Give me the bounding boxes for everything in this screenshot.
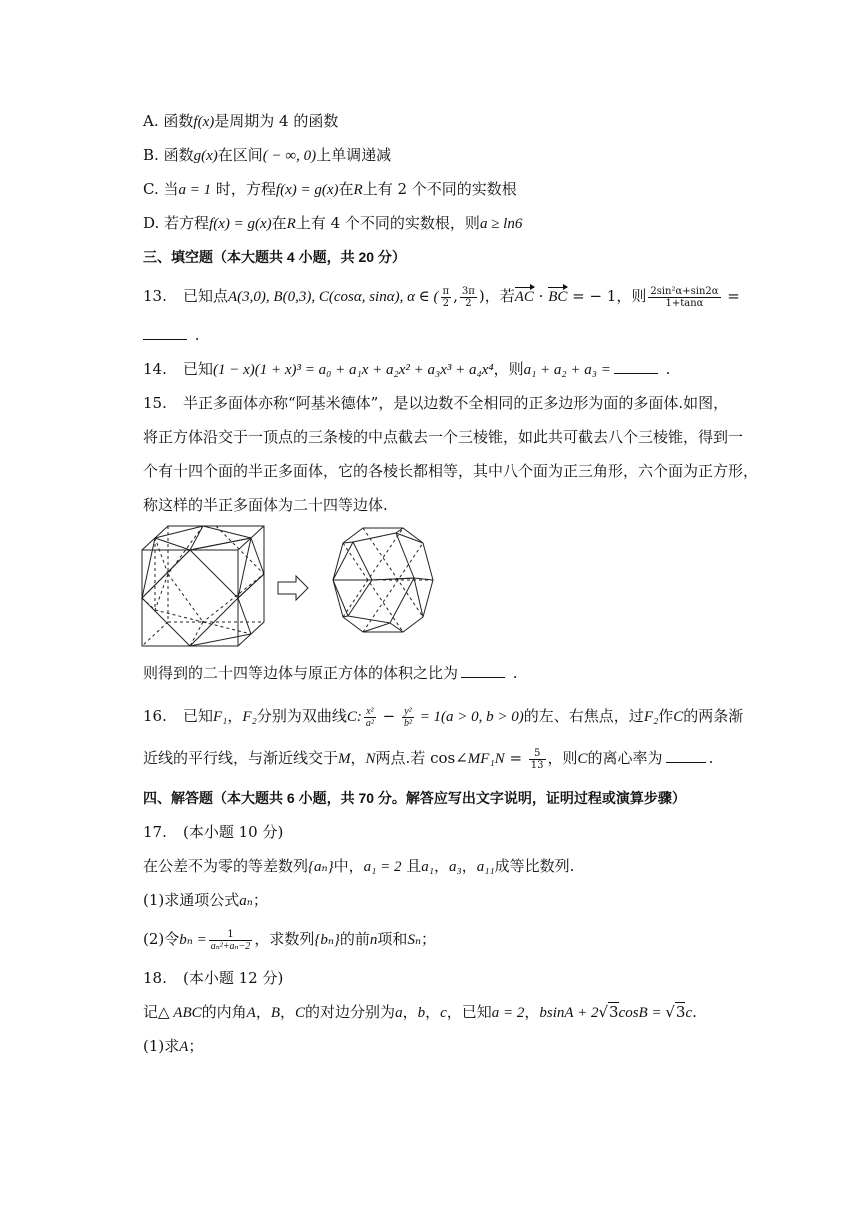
question-17-part-1: (1)求通项公式aₙ； xyxy=(143,891,268,909)
answer-blank[interactable] xyxy=(461,677,505,678)
polyhedron-figure xyxy=(138,520,438,650)
sqrt-sign: √ xyxy=(598,1003,609,1021)
fraction-3pi-over-2: $\frac{3\pi}{2}$ xyxy=(461,285,475,309)
section-heading-solve: 四、解答题（本大题共 6 小题，共 70 分。解答应写出文字说明，证明过程或演算步骤） xyxy=(143,790,686,806)
question-18: 18. (本小题 12 分) xyxy=(143,969,284,987)
cuboctahedron xyxy=(333,528,433,632)
question-14: 14. 已知(1 − x)(1 + x)³ = a₀ + a₁x + a₂x² + a₃x³ + a₄x⁴，则a₁ + a₂ + a₃ = . xyxy=(143,360,671,378)
option-c: C. 当a = 1 时，方程f(x) = g(x)在R上有 2 个不同的实数根 xyxy=(143,180,517,198)
arrow-right-icon xyxy=(278,576,308,600)
fraction-x2-a2: $\frac{\text{x²}}{\text{a²}}$ xyxy=(365,705,374,729)
option-b: B. 函数g(x)在区间( − ∞, 0)上单调递减 xyxy=(143,146,392,164)
section-heading-fill-in: 三、填空题（本大题共 4 小题，共 20 分） xyxy=(143,249,406,265)
question-18-part-1: (1)求A； xyxy=(143,1037,204,1055)
question-15-line-4: 称这样的半正多面体为二十四等边体. xyxy=(143,496,388,514)
question-17-stem: 在公差不为零的等差数列{aₙ}中，a₁ = 2 且a₁，a₃，a₁₁成等比数列. xyxy=(143,857,575,875)
fraction-bn: $\frac{1}{\text{aₙ²+aₙ−2}}$ xyxy=(210,928,251,952)
question-15-line-3: 个有十四个面的半正多面体，它的各棱长都相等，其中八个面为正三角形，六个面为正方形， xyxy=(143,462,759,480)
question-16: 16. 已知F₁，F₂分别为双曲线C: $\frac{\text{x²}}{\text{a²}}$ − $\frac{\text{y²}}{\text{b²}}$ = 1(a > 0, b > 0)的左、右焦点，过F₂作C的两条渐 xyxy=(143,705,744,729)
question-17: 17. (本小题 10 分) xyxy=(143,823,284,841)
answer-blank[interactable] xyxy=(666,762,706,763)
cube-with-cuts xyxy=(142,526,264,646)
answer-blank[interactable] xyxy=(143,339,187,340)
fraction-pi-over-2: $\frac{\pi}{2}$ xyxy=(442,285,450,309)
vector-bc: BC xyxy=(548,286,567,308)
question-13-answer: . xyxy=(143,324,200,346)
question-15: 15. 半正多面体亦称“阿基米德体”，是以边数不全相同的正多边形为面的多面体.如图， xyxy=(143,394,729,412)
answer-blank[interactable] xyxy=(614,373,658,374)
question-17-part-2: (2)令bₙ = $\frac{1}{\text{aₙ²+aₙ−2}}$ ，求数列{bₙ}的前n项和Sₙ； xyxy=(143,928,437,952)
vector-ac: AC xyxy=(515,286,534,308)
fraction-y2-b2: $\frac{\text{y²}}{\text{b²}}$ xyxy=(403,705,412,729)
option-a: A. 函数f(x)是周期为 4 的函数 xyxy=(143,112,339,130)
sqrt-sign: √ xyxy=(665,1003,675,1021)
question-15-ask: 则得到的二十四等边体与原正方体的体积之比为 . xyxy=(143,664,518,682)
question-18-stem: 记△ ABC的内角A，B，C的对边分别为a，b，c，已知a = 2，bsinA + 2√3cosB = √3c. xyxy=(143,1003,697,1021)
question-13: 13. 已知点A(3,0), B(0,3), C(cosα, sinα), α ∈ ( $\frac{\pi}{2}$ , $\frac{3\pi}{2}$ )，若AC · BC = − 1，则 $\frac{\text{2sin²α+sin2α}}{1+\tan\alpha}$ = xyxy=(143,285,740,309)
question-16-line-2: 近线的平行线，与渐近线交于M，N两点.若 cos∠MF₁N = $\frac{5}{13}$ ，则C的离心率为 . xyxy=(143,747,714,771)
fraction-expression: $\frac{\text{2sin²α+sin2α}}{1+\tan\alpha}$ xyxy=(650,285,719,309)
fraction-5-over-13: $\frac{5}{13}$ xyxy=(530,747,544,771)
question-15-line-2: 将正方体沿交于一顶点的三条棱的中点截去一个三棱锥，如此共可截去八个三棱锥，得到一 xyxy=(143,428,744,446)
option-d: D. 若方程f(x) = g(x)在R上有 4 个不同的实数根，则a ≥ ln6 xyxy=(143,214,523,232)
